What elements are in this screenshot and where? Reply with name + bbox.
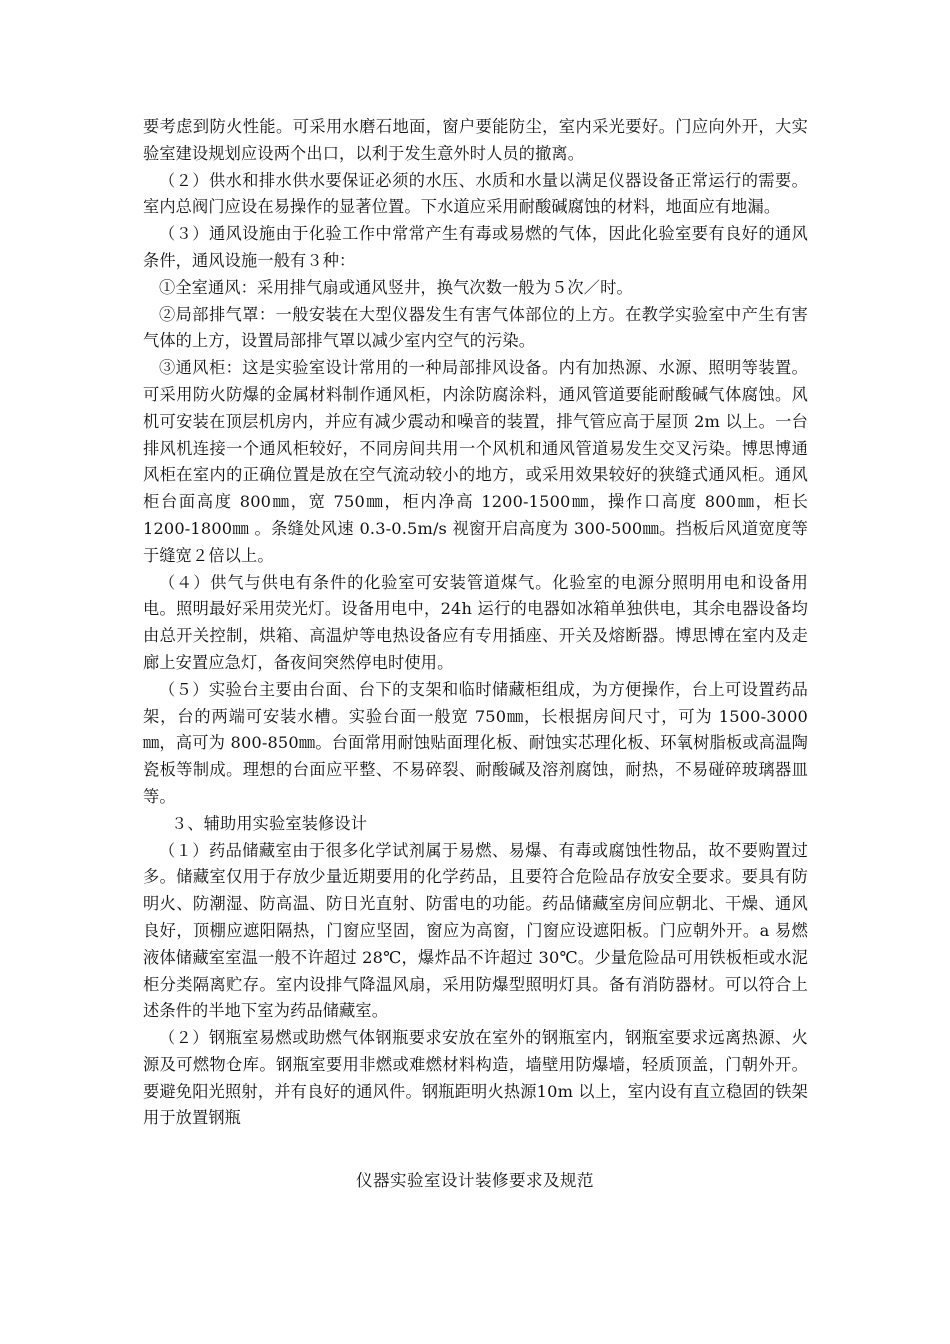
footer-document-title: 仪器实验室设计装修要求及规范 bbox=[356, 1171, 594, 1190]
paragraph-local-exhaust-hood: ②局部排气罩：一般安装在大型仪器发生有害气体部位的上方。在教学实验室中产生有害气体的上方，设置局部排气罩以减少室内空气的污染。 bbox=[143, 304, 808, 351]
section-heading-auxiliary-labs: ３、辅助用实验室装修设计 bbox=[171, 813, 368, 833]
paragraph-cylinder-room: （２）钢瓶室易燃或助燃气体钢瓶要求安放在室外的钢瓶室内，钢瓶室要求远离热源、火源及可燃物仓库。钢瓶室要用非燃或难燃材料构造，墙壁用防爆墙，轻质顶盖，门朝外开。要避免阳光照射，并有良好的通风件。钢瓶距明火热源10m 以上，室内设有直立稳固的铁架用于放置钢瓶 bbox=[143, 1028, 808, 1128]
paragraph-full-room-ventilation: ①全室通风：采用排气扇或通风竖井，换气次数一般为５次／时。 bbox=[159, 277, 633, 297]
paragraph-chemical-storage: （１）药品储藏室由于很多化学试剂属于易燃、易爆、有毒或腐蚀性物品，故不要购置过多。储藏室仅用于存放少量近期要用的化学药品，且要符合危险品存放安全要求。要具有防明火、防潮湿、防高温、防日光直射、防雷电的功能。药品储藏室房间应朝北、干燥、通风良好，顶棚应遮阳隔热，门窗应坚固，窗应为高窗，门窗应设遮阳板。门应朝外开。a 易燃液体储藏室室温一般不许超过 28℃，爆炸品不许超过 30℃。少量危险品可用铁板柜或水泥柜分类隔离贮存。室内设排气降温风扇，采用防爆型照明灯具。备有消防器材。可以符合上述条件的半地下室为药品储藏室。 bbox=[143, 840, 808, 1021]
paragraph-gas-and-power: （４）供气与供电有条件的化验室可安装管道煤气。化验室的电源分照明用电和设备用电。照明最好采用荧光灯。设备用电中，24h 运行的电器如冰箱单独供电，其余电器设备均由总开关控制，烘箱、高温炉等电热设备应有专用插座、开关及熔断器。博思博在室内及走廊上安置应急灯，备夜间突然停电时使用。 bbox=[143, 572, 808, 672]
paragraph-lab-bench: （５）实验台主要由台面、台下的支架和临时储藏柜组成，为方便操作，台上可设置药品架，台的两端可安装水槽。实验台面一般宽 750㎜，长根据房间尺寸，可为 1500-3000㎜，高可为 800-850㎜。台面常用耐蚀贴面理化板、耐蚀实芯理化板、环氧树脂板或高温陶瓷板等制成。理想的台面应平整、不易碎裂、耐酸碱及溶剂腐蚀，耐热，不易碰碎玻璃器皿等。 bbox=[143, 679, 808, 806]
document-body bbox=[143, 114, 808, 1132]
paragraph-fume-hood: ③通风柜：这是实验室设计常用的一种局部排风设备。内有加热源、水源、照明等装置。可采用防火防爆的金属材料制作通风柜，内涂防腐涂料，通风管道要能耐酸碱气体腐蚀。风机可安装在顶层机房内，并应有减少震动和噪音的装置，排气管应高于屋顶 2m 以上。一台排风机连接一个通风柜较好，不同房间共用一个风机和通风管道易发生交叉污染。博思博通风柜在室内的正确位置是放在空气流动较小的地方，或采用效果较好的狭缝式通风柜。通风柜台面高度 800㎜，宽 750㎜，柜内净高 1200-1500㎜，操作口高度 800㎜，柜长 1200-1800㎜ 。条缝处风速 0.3-0.5m/s 视窗开启高度为 300-500㎜。挡板后风道宽度等于缝宽２倍以上。 bbox=[143, 358, 808, 565]
paragraph-water-supply: （２）供水和排水供水要保证必须的水压、水质和水量以满足仪器设备正常运行的需要。室内总阀门应设在易操作的显著位置。下水道应采用耐酸碱腐蚀的材料，地面应有地漏。 bbox=[143, 170, 808, 217]
paragraph-fire-safety-continuation: 要考虑到防火性能。可采用水磨石地面，窗户要能防尘，室内采光要好。门应向外开，大实验室建设规划应设两个出口，以利于发生意外时人员的撤离。 bbox=[143, 117, 808, 163]
paragraph-ventilation: （３）通风设施由于化验工作中常常产生有毒或易燃的气体，因此化验室要有良好的通风条件，通风设施一般有３种： bbox=[143, 224, 808, 270]
